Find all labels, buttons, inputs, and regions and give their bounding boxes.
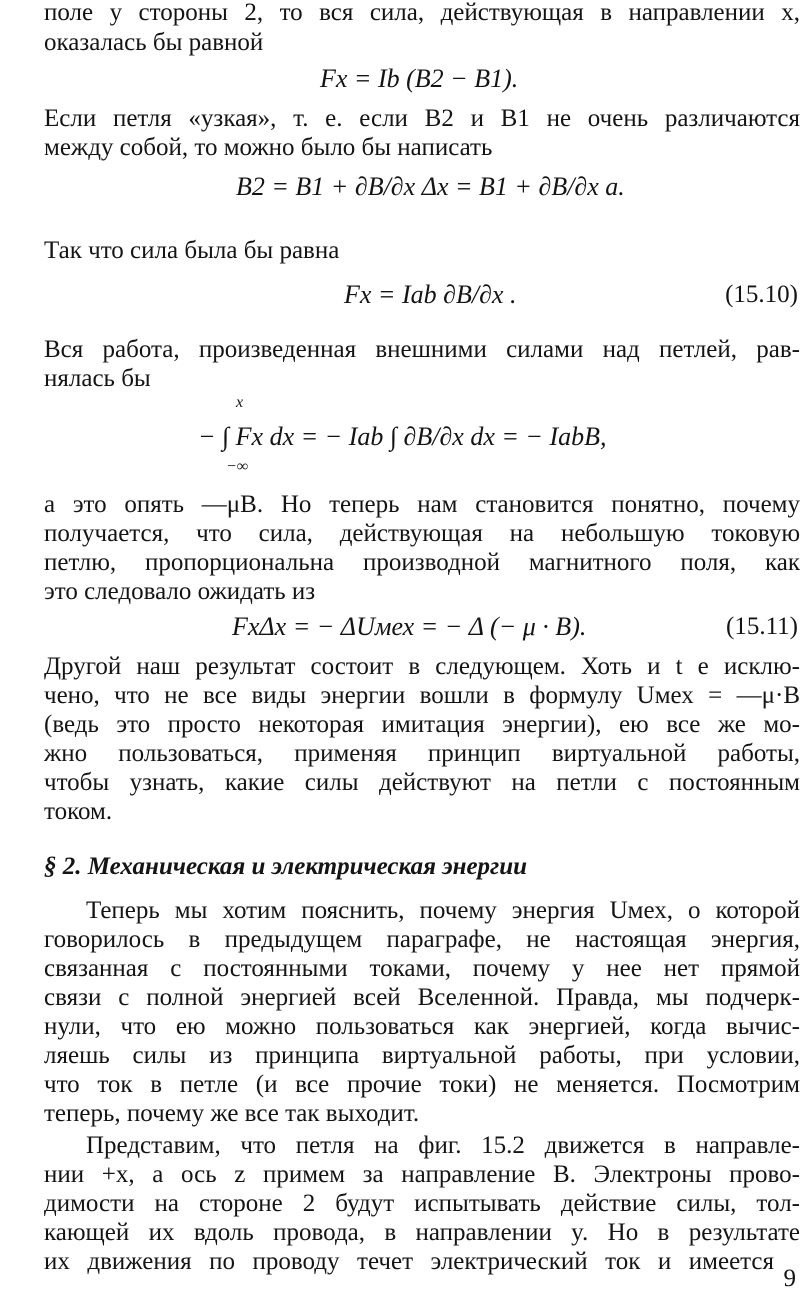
text-line: теперь, почему же все так выходит. [44, 1100, 420, 1127]
equation-15-10: Fx = Iab ∂B/∂x . [344, 280, 517, 309]
text-line: током. [44, 798, 113, 825]
text-line: жно пользоваться, применяя принцип виртуальной работы, [44, 740, 800, 767]
text-line: чтобы узнать, какие силы действуют на петли с постоянным [44, 769, 800, 796]
equation-force: Fx = Ib (B2 − B1). [320, 64, 519, 93]
text-line: их движения по проводу течет электрический ток и имеется [44, 1248, 774, 1275]
equation-work: − ∫ Fx dx = − Iab ∫ ∂B/∂x dx = − IabB, [198, 422, 607, 451]
text-line: а это опять —μB. Но теперь нам становится понятно, почему [44, 491, 800, 518]
text-line: что ток в петле (и все прочие токи) не меняется. Посмотрим [44, 1071, 800, 1098]
equation-number: (15.10) [725, 281, 798, 308]
equation-15-11: FxΔx = − ΔUмех = − Δ (− μ · B). [232, 612, 587, 641]
text-line: связи с полной энергией всей Вселенной. Правда, мы подчерк- [44, 984, 800, 1011]
text-line: нялась бы [44, 365, 151, 392]
text-line: Если петля «узкая», т. е. если B2 и B1 не очень различаются [44, 105, 800, 132]
section-heading: § 2. Механическая и электрическая энергии [44, 853, 528, 880]
text-line: связанная с постоянными токами, почему у нее нет прямой [44, 955, 800, 982]
equation-b2: B2 = B1 + ∂B/∂x Δx = B1 + ∂B/∂x a. [236, 172, 625, 201]
text-line: поле у стороны 2, то вся сила, действующая в направлении x, [44, 0, 800, 26]
text-line: Другой наш результат состоит в следующем. Хоть и t е исклю- [44, 653, 800, 680]
text-line: кающей их вдоль провода, в направлении y. Но в результате [44, 1219, 800, 1246]
text-line: Представим, что петля на фиг. 15.2 движется в направле- [86, 1132, 800, 1159]
text-line: Теперь мы хотим пояснить, почему энергия Uмех, о которой [86, 897, 800, 924]
text-line: между собой, то можно было бы написать [44, 134, 493, 161]
text-line: оказалась бы равной [44, 29, 264, 56]
page-number: 9 [783, 1265, 796, 1292]
text-line: димости на стороне 2 будут испытывать действие силы, тол- [44, 1190, 800, 1217]
text-line: получается, что сила, действующая на небольшую токовую [44, 520, 800, 547]
text-line: Так что сила была бы равна [44, 237, 340, 264]
text-line: это следовало ожидать из [44, 578, 316, 605]
text-line: нии +x, а ось z примем за направление B. Электроны прово- [44, 1161, 800, 1188]
text-line: чено, что не все виды энергии вошли в формулу Uмех = —μ·B [44, 682, 800, 709]
text-line: петлю, пропорциональна производной магнитного поля, как [44, 549, 800, 576]
text-line: Вся работа, произведенная внешними силами над петлей, рав- [44, 336, 800, 363]
text-line: нули, что ею можно пользоваться как энергией, когда вычис- [44, 1013, 800, 1040]
text-line: ляешь силы из принципа виртуальной работы, при условии, [44, 1042, 800, 1069]
integral-upper-limit: x [236, 394, 244, 411]
integral-lower-limit: −∞ [226, 458, 249, 475]
text-line: (ведь это просто некоторая имитация энергии), ею все же мо- [44, 711, 800, 738]
equation-number: (15.11) [726, 613, 798, 640]
text-line: говорилось в предыдущем параграфе, не настоящая энергия, [44, 926, 800, 953]
